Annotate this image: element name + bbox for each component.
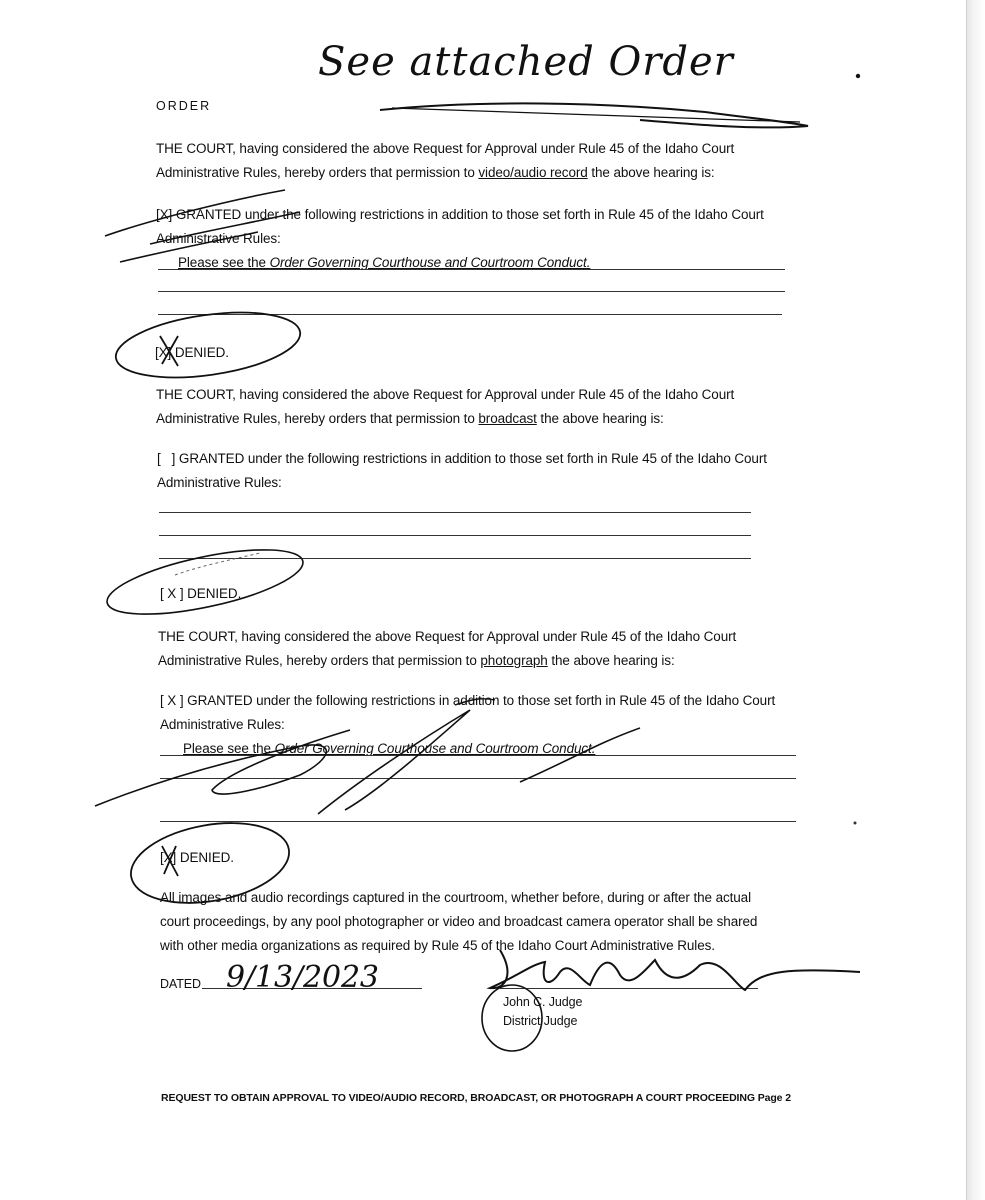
section-2-intro-line1: THE COURT, having considered the above Request for Approval under Rule 45 of the Idaho Court — [156, 387, 735, 402]
section-2-method: broadcast — [478, 411, 537, 426]
section-1-intro-line2 — [156, 164, 715, 182]
section-3-rule-3 — [160, 821, 796, 822]
section-3-restriction-title: Order Governing Courthouse and Courtroom Conduct. — [274, 741, 596, 756]
section-3-rule-2 — [160, 778, 796, 779]
section-2-denied: [ X ] DENIED. — [160, 586, 242, 601]
section-3-method: photograph — [480, 653, 548, 668]
section-3-granted-line2: Administrative Rules: — [160, 717, 285, 732]
section-3-intro-pre: Administrative Rules, hereby orders that permission to — [158, 653, 481, 668]
section-2-granted-line1 — [157, 450, 767, 468]
section-1-denied: [X] DENIED. — [155, 345, 229, 360]
section2-denied-circle — [102, 537, 308, 627]
section-2-rule-3 — [159, 558, 751, 559]
sharing-line-1: All images and audio recordings captured in the courtroom, whether before, during or after the actual — [160, 890, 751, 905]
section-1-intro-line1: THE COURT, having considered the above Request for Approval under Rule 45 of the Idaho Court — [156, 141, 735, 156]
note-dot — [856, 74, 860, 78]
section-3-granted-text: GRANTED under the following restrictions in addition to those set forth in Rule 45 of the Idaho Court — [183, 693, 776, 708]
section3-strike-2 — [318, 710, 470, 814]
section-2-intro-line2 — [156, 410, 664, 428]
judge-name: John C. Judge — [503, 995, 583, 1009]
sharing-line-3: with other media organizations as required by Rule 45 of the Idaho Court Administrative Rules. — [160, 938, 715, 953]
section-2-intro-post: the above hearing is: — [536, 411, 664, 426]
section-3-granted-box: [ X ] — [160, 693, 184, 708]
dated-label: DATED — [160, 977, 201, 991]
handwritten-date: 9/13/2023 — [226, 960, 379, 995]
page-footer: REQUEST TO OBTAIN APPROVAL TO VIDEO/AUDIO RECORD, BROADCAST, OR PHOTOGRAPH A COURT PROCEEDING Page 2 — [161, 1092, 791, 1104]
handwritten-note: See attached Order — [318, 39, 734, 85]
section-1-intro-pre: Administrative Rules, hereby orders that permission to — [156, 165, 479, 180]
section-2-granted-text: GRANTED under the following restrictions in addition to those set forth in Rule 45 of the Idaho Court — [175, 451, 767, 466]
section-2-granted-line2: Administrative Rules: — [157, 475, 282, 490]
sharing-line-2: court proceedings, by any pool photographer or video and broadcast camera operator shall be shared — [160, 914, 758, 929]
section-1-granted-line2: Administrative Rules: — [156, 231, 281, 246]
section-1-granted-text: GRANTED under the following restrictions in addition to those set forth in Rule 45 of the Idaho Court — [172, 207, 764, 222]
section-3-rule-1 — [160, 755, 796, 756]
section-3-intro-line2 — [158, 652, 675, 670]
section-1-granted-line1 — [156, 206, 764, 224]
judge-title: District Judge — [503, 1014, 578, 1028]
arrow-underline — [392, 108, 800, 122]
section-2-granted-box: [ ] — [157, 451, 176, 466]
section-3-denied: [X] DENIED. — [160, 850, 234, 865]
section-1-method: video/audio record — [478, 165, 588, 180]
section-1-restriction-pre: Please see the — [178, 255, 270, 270]
section-3-granted-line1 — [160, 692, 775, 710]
order-heading: ORDER — [156, 99, 212, 113]
section-2-rule-1 — [159, 512, 751, 513]
judge-signature — [490, 950, 860, 990]
section-1-intro-post: the above hearing is: — [587, 165, 715, 180]
section-1-restriction-title: Order Governing Courthouse and Courtroom Conduct. — [269, 255, 591, 270]
section-1-granted-box: [X] — [156, 207, 173, 222]
section-1-rule-1 — [158, 269, 785, 270]
signature-rule — [500, 988, 758, 989]
section-3-restriction-pre: Please see the — [183, 741, 275, 756]
section2-hatch — [175, 553, 260, 575]
section-2-rule-2 — [159, 535, 751, 536]
section-1-rule-3 — [158, 314, 782, 315]
section-3-intro-post: the above hearing is: — [547, 653, 675, 668]
margin-dot — [854, 822, 857, 825]
section-1-rule-2 — [158, 291, 785, 292]
section-3-intro-line1: THE COURT, having considered the above Request for Approval under Rule 45 of the Idaho Court — [158, 629, 737, 644]
section-2-intro-pre: Administrative Rules, hereby orders that permission to — [156, 411, 479, 426]
arrow-stroke — [380, 103, 808, 127]
